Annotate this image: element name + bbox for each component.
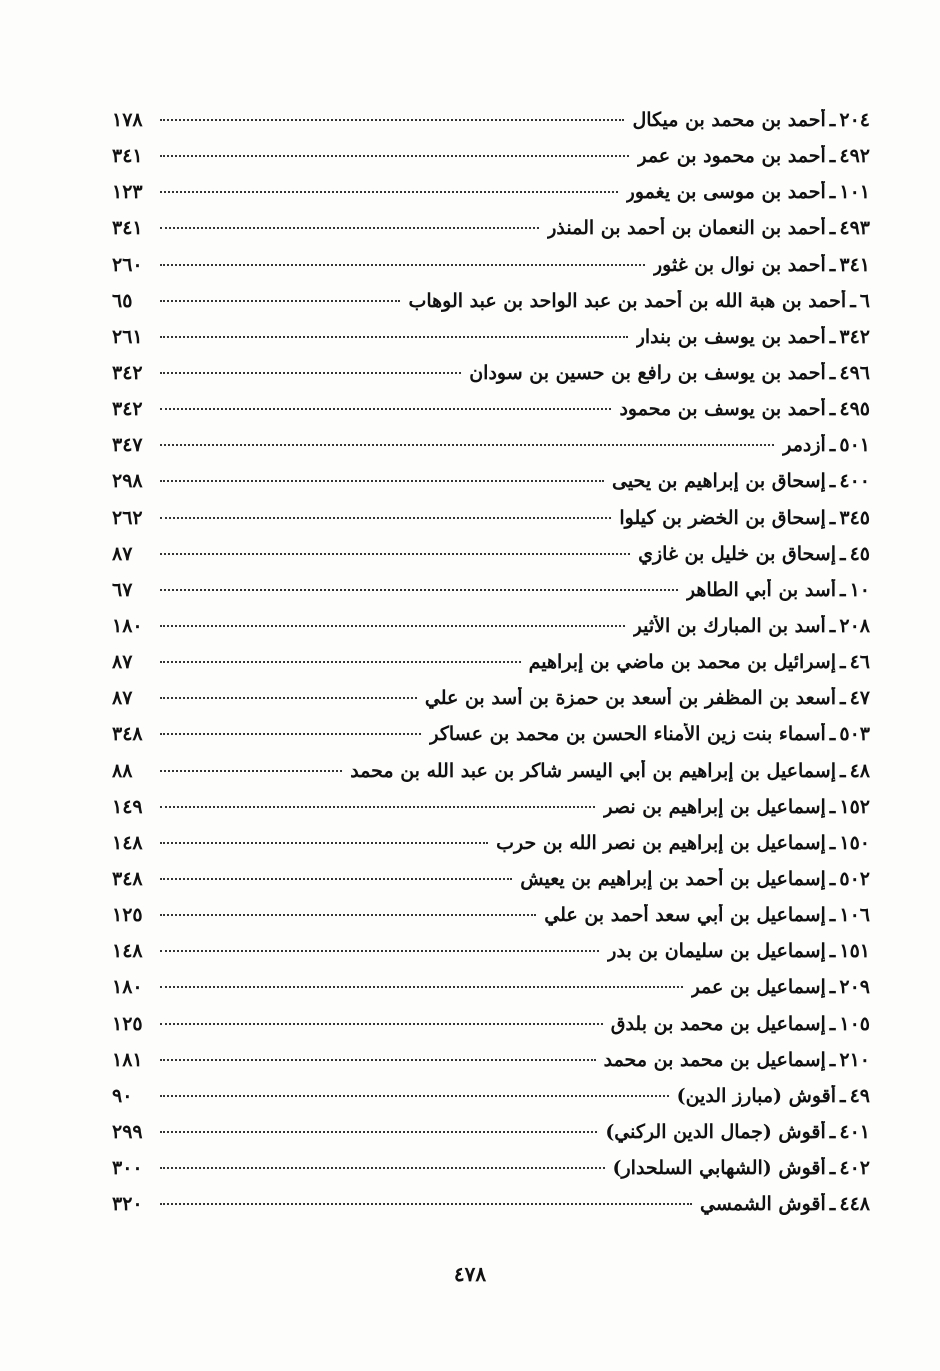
entry-page-ref: ٣٤٢ [112,398,143,421]
entry-separator: ـ [829,940,836,963]
dot-leader [160,986,683,988]
index-entry [112,615,870,651]
entry-page-ref: ٨٧ [112,687,133,710]
entry-number: ٤٤٨ [839,1193,870,1216]
entry-name: إسحاق بن خليل بن غازي [638,542,836,565]
index-entry [112,290,870,326]
dot-leader [160,806,595,808]
entry-separator: ـ [840,1084,846,1107]
dot-leader [160,191,618,193]
entry-page-ref: ٢٩٨ [112,470,143,493]
entry-page-ref: ١٨١ [112,1048,143,1071]
entry-page-ref: ٨٧ [112,651,133,674]
entry-separator: ـ [829,1048,836,1071]
entry-number: ٥٠١ [839,434,870,457]
entry-separator: ـ [829,1012,836,1035]
index-entry [112,1013,870,1049]
entry-separator: ـ [829,217,836,240]
entry-name: أسد بن أبي الطاهر [685,578,836,601]
entry-page-ref: ٣٤٨ [112,867,143,890]
index-entry [112,760,870,796]
entry-separator: ـ [829,1120,836,1143]
index-list [112,109,870,1229]
entry-number: ٤٠٢ [839,1157,870,1180]
entry-separator: ـ [840,651,846,674]
entry-name: أحمد بن محمود بن عمر [637,145,826,168]
entry-page-ref: ٣٤١ [112,217,143,240]
entry-page-ref: ٨٧ [112,542,133,565]
entry-page-ref: ٦٧ [112,578,133,601]
entry-name: إسماعيل بن محمد بن محمد [603,1048,826,1071]
entry-number: ٢٠٤ [839,109,870,131]
entry-number: ١٠٥ [839,1012,870,1035]
index-entry [112,254,870,290]
entry-number: ٤٨ [849,759,870,782]
dot-leader [160,589,678,591]
entry-separator: ـ [829,398,836,421]
index-entry [112,507,870,543]
entry-name: أقوش (مبارز الدين) [676,1084,836,1107]
entry-number: ٤٩٣ [839,217,870,240]
entry-page-ref: ٣٤٧ [112,434,143,457]
entry-name: إسماعيل بن محمد بن بلدق [610,1012,826,1035]
entry-page-ref: ٨٨ [112,759,133,782]
entry-page-ref: ٣٤١ [112,145,143,168]
entry-separator: ـ [850,289,856,312]
entry-number: ١٥٢ [839,795,870,818]
entry-page-ref: ٢٦٠ [112,253,143,276]
entry-separator: ـ [829,434,836,457]
entry-page-ref: ١٢٥ [112,1012,143,1035]
entry-name: أقوش (جمال الدين الركني) [605,1120,826,1143]
entry-name: أقوش الشمسي [700,1193,826,1216]
entry-page-ref: ٢٦٢ [112,506,143,529]
entry-page-ref: ١٤٨ [112,940,143,963]
entry-number: ٤٥ [849,542,870,565]
entry-page-ref: ٣٢٠ [112,1193,143,1216]
entry-page-ref: ١٢٣ [112,181,143,204]
entry-number: ٢٠٩ [839,976,870,999]
entry-number: ٤٩ [849,1084,870,1107]
entry-name: أزدمر [782,434,826,457]
index-entry [112,470,870,506]
entry-separator: ـ [829,867,836,890]
index-entry [112,181,870,217]
entry-number: ٣٤٥ [839,506,870,529]
dot-leader [160,155,629,157]
entry-name: إسماعيل بن أبي سعد أحمد بن علي [544,904,826,927]
dot-leader [160,264,645,266]
dot-leader [160,517,611,519]
entry-page-ref: ٣٤٨ [112,723,143,746]
index-entry [112,832,870,868]
dot-leader [160,1167,605,1169]
index-entry [112,1157,870,1193]
entry-page-ref: ١٨٠ [112,976,143,999]
entry-separator: ـ [829,976,836,999]
index-entry [112,1121,870,1157]
index-entry [112,1085,870,1121]
dot-leader [160,1131,597,1133]
entry-name: أحمد بن محمد بن ميكال [632,109,826,131]
index-entry [112,723,870,759]
dot-leader [160,950,599,952]
entry-name: إسماعيل بن إبراهيم بن أبي اليسر شاكر بن عبد الله بن محمد [350,759,836,782]
dot-leader [160,914,536,916]
entry-page-ref: ١٢٥ [112,904,143,927]
dot-leader [160,842,488,844]
entry-separator: ـ [829,145,836,168]
index-entry [112,579,870,615]
entry-separator: ـ [829,506,836,529]
entry-number: ١٥١ [839,940,870,963]
index-entry [112,217,870,253]
entry-separator: ـ [829,904,836,927]
entry-name: إسرائيل بن محمد بن ماضي بن إبراهيم [528,651,836,674]
entry-number: ٣٤٢ [839,325,870,348]
entry-number: ٥٠٢ [839,867,870,890]
entry-separator: ـ [829,1193,836,1216]
entry-separator: ـ [829,361,836,384]
entry-separator: ـ [829,325,836,348]
entry-number: ٤٧ [849,687,870,710]
index-entry [112,145,870,181]
dot-leader [160,1059,596,1061]
entry-number: ١٠١ [839,181,870,204]
entry-name: أسعد بن المظفر بن أسعد بن حمزة بن أسد بن علي [424,687,836,710]
entry-page-ref: ١٧٨ [112,109,143,131]
index-entry [112,362,870,398]
dot-leader [160,697,417,699]
entry-separator: ـ [829,1157,836,1180]
entry-number: ٤٦ [849,651,870,674]
entry-page-ref: ٣٤٢ [112,361,143,384]
index-entry [112,109,870,145]
dot-leader [160,661,521,663]
dot-leader [160,878,512,880]
entry-name: إسحاق بن إبراهيم بن يحيى [611,470,826,493]
entry-separator: ـ [829,795,836,818]
entry-number: ٦ [859,289,870,312]
entry-separator: ـ [829,109,836,131]
index-entry [112,796,870,832]
dot-leader [160,444,774,446]
entry-separator: ـ [829,470,836,493]
entry-number: ٤٠١ [839,1120,870,1143]
index-entry [112,651,870,687]
entry-number: ٤٩٦ [839,361,870,384]
dot-leader [160,733,421,735]
entry-page-ref: ٢٦١ [112,325,143,348]
entry-number: ١٠ [849,578,870,601]
index-entry [112,904,870,940]
entry-name: أقوش (الشهابي السلحدار) [612,1157,826,1180]
index-entry [112,868,870,904]
page-number: ٤٧٨ [453,1262,487,1286]
dot-leader [160,1203,692,1205]
entry-separator: ـ [840,759,846,782]
entry-name: إسماعيل بن سليمان بن بدر [607,940,826,963]
index-entry [112,398,870,434]
entry-number: ٢١٠ [839,1048,870,1071]
entry-number: ٣٤١ [839,253,870,276]
entry-separator: ـ [829,831,836,854]
entry-number: ٥٠٣ [839,723,870,746]
entry-name: أحمد بن نوال بن غثور [653,253,826,276]
index-entry [112,976,870,1012]
index-entry [112,1049,870,1085]
entry-separator: ـ [829,253,836,276]
entry-separator: ـ [829,614,836,637]
entry-number: ٤٠٠ [839,470,870,493]
entry-separator: ـ [829,723,836,746]
index-entry [112,940,870,976]
entry-page-ref: ١٤٨ [112,831,143,854]
index-entry [112,687,870,723]
entry-name: إسماعيل بن إبراهيم بن نصر الله بن حرب [496,831,826,854]
entry-page-ref: ٣٠٠ [112,1157,143,1180]
entry-name: أحمد بن موسى بن يغمور [625,181,826,204]
index-entry [112,434,870,470]
dot-leader [160,119,624,121]
entry-separator: ـ [840,578,846,601]
dot-leader [160,1023,603,1025]
dot-leader [160,227,539,229]
dot-leader [160,770,342,772]
dot-leader [160,336,628,338]
entry-page-ref: ٢٩٩ [112,1120,143,1143]
entry-separator: ـ [840,687,846,710]
entry-name: إسماعيل بن عمر [690,976,826,999]
entry-name: أسد بن المبارك بن الأثير [632,614,826,637]
dot-leader [160,625,625,627]
dot-leader [160,1095,669,1097]
entry-number: ٤٩٢ [839,145,870,168]
entry-separator: ـ [840,542,846,565]
entry-name: أسماء بنت زين الأمناء الحسن بن محمد بن عساكر [429,723,826,746]
dot-leader [160,372,461,374]
entry-page-ref: ٦٥ [112,289,133,312]
index-entry [112,1193,870,1229]
entry-page-ref: ١٤٩ [112,795,143,818]
entry-name: أحمد بن يوسف بن بندار [635,325,826,348]
dot-leader [160,553,630,555]
entry-name: أحمد بن يوسف بن رافع بن حسين بن سودان [469,361,826,384]
entry-name: أحمد بن هبة الله بن أحمد بن عبد الواحد بن عبد الوهاب [408,289,847,312]
entry-name: إسحاق بن الخضر بن كيلوا [619,506,826,529]
entry-name: أحمد بن يوسف بن محمود [619,398,826,421]
entry-page-ref: ٩٠ [112,1084,133,1107]
entry-number: ٤٩٥ [839,398,870,421]
index-entry [112,543,870,579]
entry-name: إسماعيل بن إبراهيم بن نصر [603,795,826,818]
entry-page-ref: ١٨٠ [112,614,143,637]
dot-leader [160,480,604,482]
entry-separator: ـ [829,181,836,204]
entry-name: أحمد بن النعمان بن أحمد بن المنذر [547,217,826,240]
entry-number: ١٠٦ [839,904,870,927]
dot-leader [160,408,611,410]
index-entry [112,326,870,362]
entry-name: إسماعيل بن أحمد بن إبراهيم بن يعيش [520,867,826,890]
dot-leader [160,300,400,302]
entry-number: ٢٠٨ [839,614,870,637]
entry-number: ١٥٠ [839,831,870,854]
